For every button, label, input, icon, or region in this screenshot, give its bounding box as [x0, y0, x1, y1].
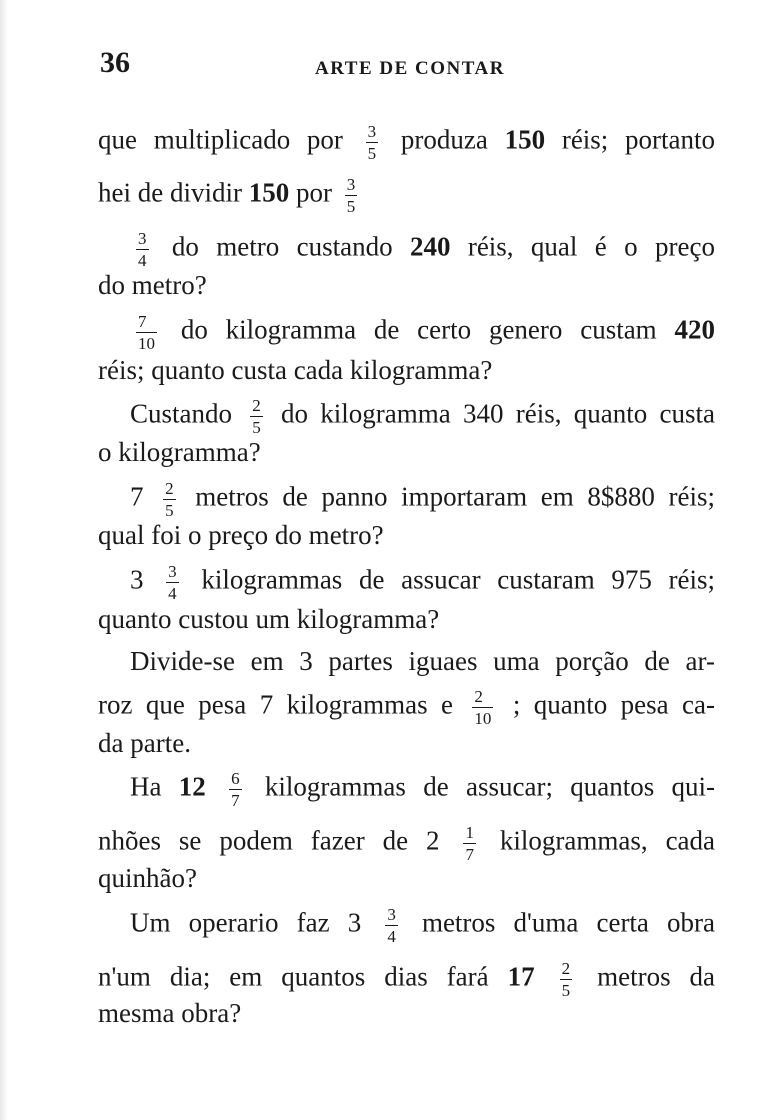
fraction	[136, 230, 149, 269]
number: 2	[426, 825, 440, 856]
text-span: o kilogramma?	[98, 437, 261, 467]
text-line	[98, 604, 439, 634]
fraction-denominator: 7	[231, 791, 240, 810]
text-line	[98, 270, 207, 300]
fraction	[163, 480, 176, 519]
fraction-numerator: 2	[252, 396, 261, 415]
text-span: kilogrammas de assucar; quantos qui-	[264, 771, 716, 802]
number: 150	[248, 177, 290, 208]
text-line	[98, 998, 241, 1028]
fraction-denominator: 10	[474, 709, 492, 728]
text-line	[98, 728, 191, 758]
number: 12	[178, 771, 206, 802]
fraction	[250, 397, 263, 436]
text-span: por	[295, 177, 332, 208]
text-line	[98, 863, 197, 893]
text-span: roz que pesa 7 kilogrammas e	[98, 689, 453, 720]
text-span: da parte.	[98, 728, 191, 758]
text-line	[130, 313, 715, 352]
fraction-numerator: 2	[561, 959, 571, 978]
fraction-denominator: 4	[387, 927, 396, 946]
text-line	[130, 397, 715, 436]
text-line	[98, 688, 715, 727]
fraction	[560, 960, 573, 999]
text-span: do kilogramma de certo genero custam	[180, 314, 657, 345]
fraction-numerator: 1	[465, 823, 474, 842]
page-header	[100, 46, 710, 86]
fraction-numerator: 3	[346, 175, 356, 194]
text-span: 3	[130, 564, 144, 595]
fraction-numerator: 6	[231, 769, 240, 788]
text-span: réis; portanto	[561, 124, 716, 155]
text-line	[98, 960, 715, 999]
text-span: n'um dia; em quantos dias fará	[98, 961, 489, 992]
fraction-denominator: 7	[465, 845, 474, 864]
number: 150	[504, 124, 546, 155]
text-span: réis; quanto custa cada kilogramma?	[98, 355, 493, 385]
text-span: hei de dividir	[98, 177, 242, 208]
fraction	[229, 770, 242, 809]
text-line	[98, 123, 715, 162]
fraction	[166, 563, 179, 602]
fraction-denominator: 5	[252, 418, 261, 437]
fraction-denominator: 5	[165, 501, 174, 520]
fraction-denominator: 4	[168, 584, 177, 603]
text-line	[130, 646, 715, 676]
text-span: 7	[130, 481, 144, 512]
text-span: kilogrammas, cada	[499, 825, 716, 856]
fraction-denominator: 5	[561, 981, 571, 1000]
text-line	[130, 563, 715, 602]
text-span: do metro?	[98, 270, 207, 300]
fraction-denominator: 5	[346, 197, 356, 216]
fraction	[463, 824, 476, 863]
text-line	[130, 480, 715, 519]
fraction-numerator: 3	[367, 122, 377, 141]
running-title: ARTE DE CONTAR	[315, 58, 505, 79]
text-span: metros de panno importaram em 8$880 réis;	[195, 481, 715, 512]
text-line	[130, 230, 715, 269]
text-span: quanto custou um kilogramma?	[98, 604, 440, 634]
fraction-denominator: 10	[138, 334, 155, 353]
page-number: 36	[100, 46, 130, 79]
fraction-numerator: 2	[165, 479, 174, 498]
text-span: Divide-se em 3 partes iguaes uma porção de ar-	[130, 646, 715, 676]
text-span: quinhão?	[98, 863, 197, 893]
fraction-denominator: 5	[367, 144, 377, 163]
text-span: Ha	[130, 771, 162, 802]
text-span: que multiplicado por	[98, 124, 343, 155]
fraction-numerator: 3	[387, 905, 396, 924]
fraction	[385, 906, 398, 945]
text-line	[98, 355, 492, 385]
fraction	[366, 123, 379, 162]
text-span: do kilogramma 340 réis, quanto custa	[281, 398, 716, 429]
fraction-numerator: 3	[168, 562, 177, 581]
fraction-denominator: 4	[138, 251, 147, 270]
text-line	[98, 520, 384, 550]
fraction-numerator: 3	[138, 229, 147, 248]
text-span: qual foi o preço do metro?	[98, 520, 384, 550]
text-span: kilogrammas de assucar custaram 975 réis;	[201, 564, 716, 595]
text-span: Um operario faz 3	[130, 907, 362, 938]
text-span: Custando	[130, 398, 233, 429]
text-span: réis, qual é o preço	[467, 231, 715, 262]
text-span: metros da	[597, 961, 716, 992]
text-span: do metro custando	[171, 231, 393, 262]
number: 240	[409, 231, 451, 262]
text-span: metros d'uma certa obra	[421, 907, 715, 938]
text-line	[130, 770, 715, 809]
text-line	[98, 176, 363, 215]
fraction-numerator: 7	[136, 313, 157, 333]
fraction	[345, 176, 358, 215]
fraction	[136, 313, 157, 352]
text-span: ; quanto pesa ca-	[512, 689, 716, 720]
number: 420	[674, 314, 716, 345]
text-line	[98, 437, 261, 467]
text-span: produza	[400, 124, 488, 155]
text-line	[130, 906, 715, 945]
fraction-numerator: 2	[472, 688, 493, 708]
page-edge	[0, 0, 8, 1120]
number: 17	[507, 961, 535, 992]
text-line	[98, 824, 715, 863]
text-span: nhões se podem fazer de	[98, 825, 409, 856]
fraction	[472, 688, 493, 727]
text-span: mesma obra?	[98, 998, 242, 1028]
